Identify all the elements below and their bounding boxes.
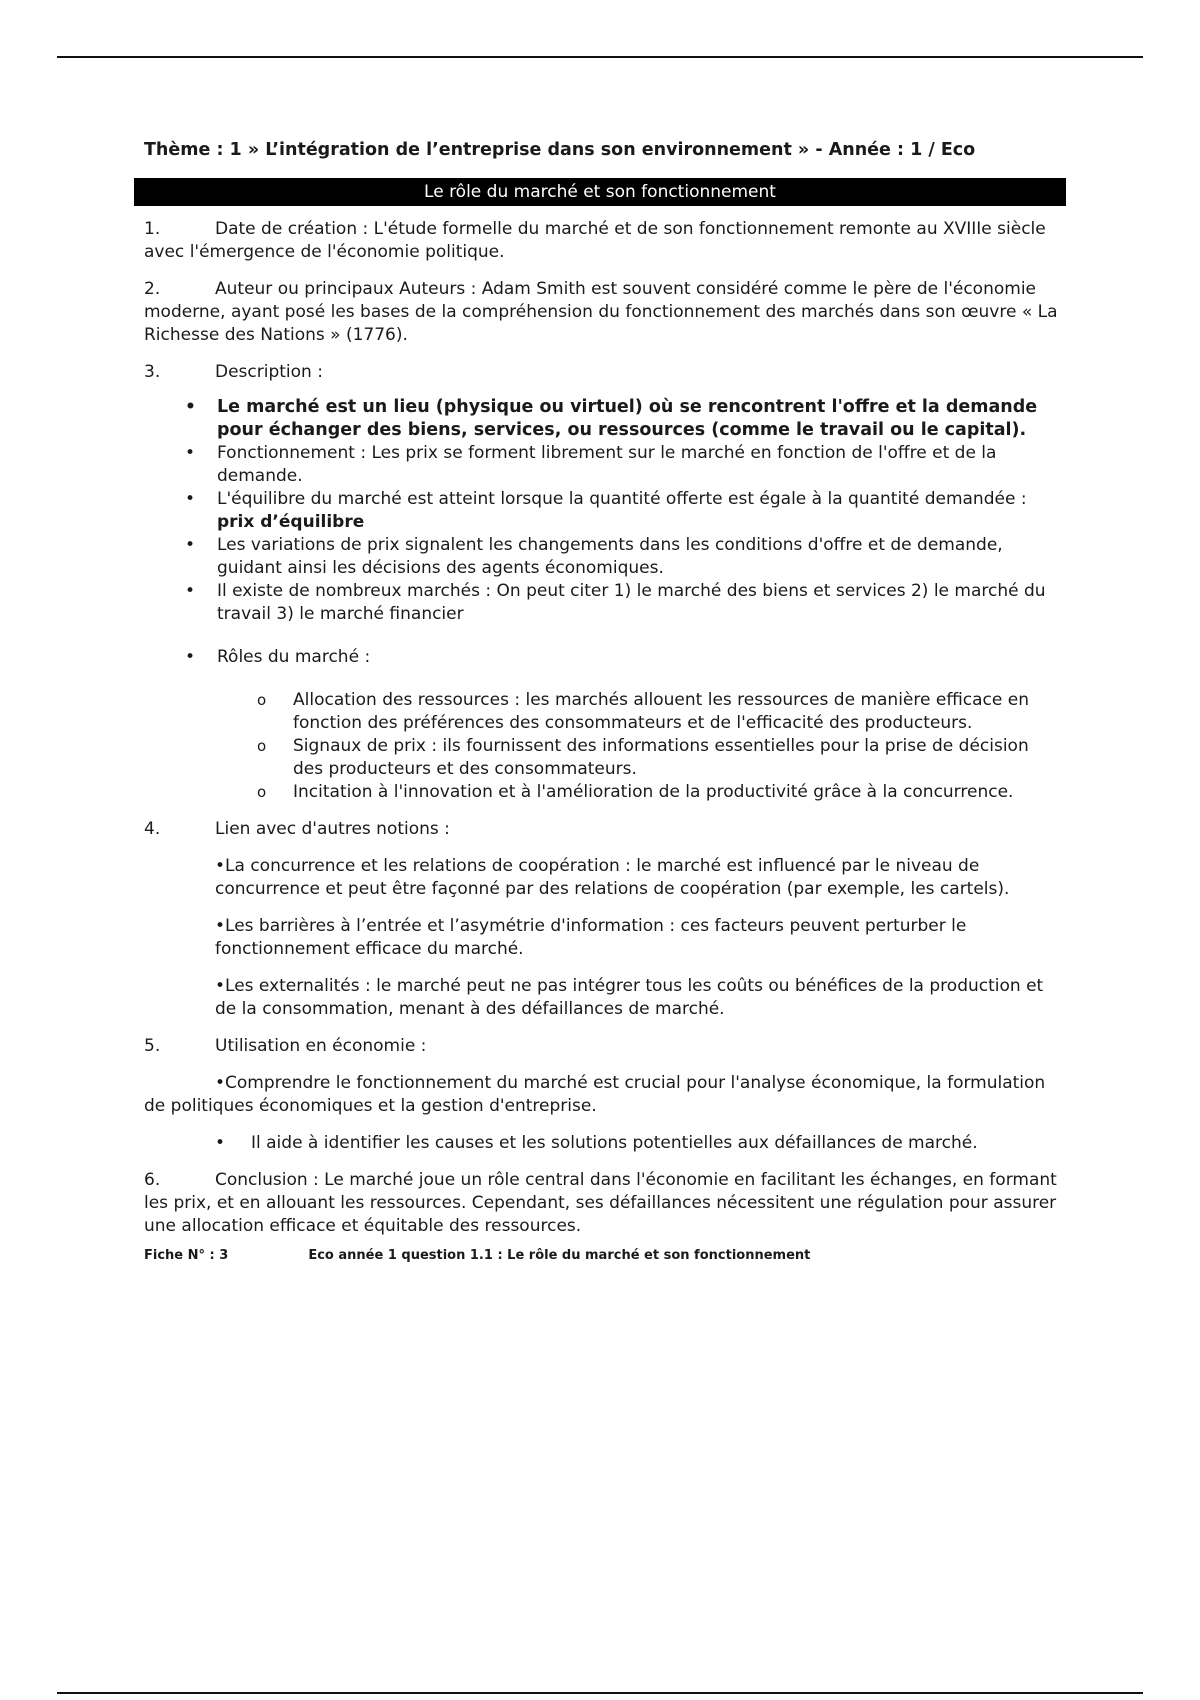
description-list: [185, 396, 1064, 669]
section-3-number: 3.: [144, 362, 161, 382]
title-banner: Le rôle du marché et son fonctionnement: [134, 178, 1066, 206]
list-item: • Le marché est un lieu (physique ou virtuel) où se rencontrent l'offre et la demande pour échanger des biens, services, ou ressources (comme le travail ou le capital).: [185, 396, 1064, 442]
fiche-footer: [144, 1248, 1064, 1263]
list-item: • Fonctionnement : Les prix se forment librement sur le marché en fonction de l'offre et de la demande.: [185, 442, 1064, 488]
section-1-text: Date de création : L'étude formelle du marché et de son fonctionnement remonte au XVIIIe siècle avec l'émergence de l'économie politique.: [144, 219, 1046, 262]
roles-list: [257, 689, 1064, 804]
section-6-text: Conclusion : Le marché joue un rôle central dans l'économie en facilitant les échanges, en formant les prix, et en allouant les ressources. Cependant, ses défaillances nécessitent une régulation pour assurer une allocation efficace et équitable des ressources.: [144, 1170, 1057, 1236]
section-5: [144, 1035, 1064, 1058]
section-1-number: 1.: [144, 219, 161, 239]
section-5-label: Utilisation en économie :: [215, 1036, 427, 1056]
list-item: [185, 488, 1064, 534]
fiche-number: Fiche N° : 3: [144, 1248, 229, 1263]
list-item: o Signaux de prix : ils fournissent des informations essentielles pour la prise de décision des producteurs et des consommateurs.: [257, 735, 1064, 781]
equilibre-text: L'équilibre du marché est atteint lorsque la quantité offerte est égale à la quantité demandée :: [217, 489, 1027, 509]
top-rule: [57, 56, 1143, 58]
notion-item: •La concurrence et les relations de coopération : le marché est influencé par le niveau de concurrence et peut être façonné par des relations de coopération (par exemple, les cartels).: [215, 856, 1010, 899]
section-1: [144, 218, 1064, 264]
roles-label: • Rôles du marché :: [185, 646, 1064, 669]
notion-item: •Les barrières à l’entrée et l’asymétrie d'information : ces facteurs peuvent perturber le fonctionnement efficace du marché.: [215, 916, 967, 959]
section-4-number: 4.: [144, 819, 161, 839]
section-5-bullet: • Il aide à identifier les causes et les solutions potentielles aux défaillances de marché.: [215, 1132, 1064, 1155]
fiche-question: Eco année 1 question 1.1 : Le rôle du marché et son fonctionnement: [308, 1248, 811, 1263]
notion-item: •Les externalités : le marché peut ne pas intégrer tous les coûts ou bénéfices de la production et de la consommation, menant à des défaillances de marché.: [215, 976, 1044, 1019]
list-item: • Les variations de prix signalent les changements dans les conditions d'offre et de demande, guidant ainsi les décisions des agents économiques.: [185, 534, 1064, 580]
section-4: [144, 818, 1064, 841]
section-6-number: 6.: [144, 1170, 161, 1190]
section-5-number: 5.: [144, 1036, 161, 1056]
list-item: o Allocation des ressources : les marchés allouent les ressources de manière efficace en fonction des préférences des consommateurs et de l'efficacité des producteurs.: [257, 689, 1064, 735]
section-6: [144, 1169, 1064, 1238]
equilibre-bold: prix d’équilibre: [217, 512, 365, 532]
section-2-number: 2.: [144, 279, 161, 299]
section-4-label: Lien avec d'autres notions :: [215, 819, 450, 839]
bottom-rule: [57, 1692, 1143, 1694]
section-5-paragraph: •Comprendre le fonctionnement du marché est crucial pour l'analyse économique, la formulation de politiques économiques et la gestion d'entreprise.: [144, 1073, 1046, 1116]
section-2-text: Auteur ou principaux Auteurs : Adam Smith est souvent considéré comme le père de l'économie moderne, ayant posé les bases de la compréhension du fonctionnement des marchés dans son œuvre « La Richesse des Nations » (1776).: [144, 279, 1058, 345]
list-item: o Incitation à l'innovation et à l'amélioration de la productivité grâce à la concurrence.: [257, 781, 1064, 804]
section-3-label: Description :: [215, 362, 323, 382]
theme-heading: Thème : 1 » L’intégration de l’entreprise dans son environnement » - Année : 1 / Eco: [144, 140, 976, 160]
section-2: [144, 278, 1064, 347]
section-3: [144, 361, 1064, 384]
list-item: • Il existe de nombreux marchés : On peut citer 1) le marché des biens et services 2) le marché du travail 3) le marché financier: [185, 580, 1064, 626]
document-page: [144, 140, 1064, 1263]
